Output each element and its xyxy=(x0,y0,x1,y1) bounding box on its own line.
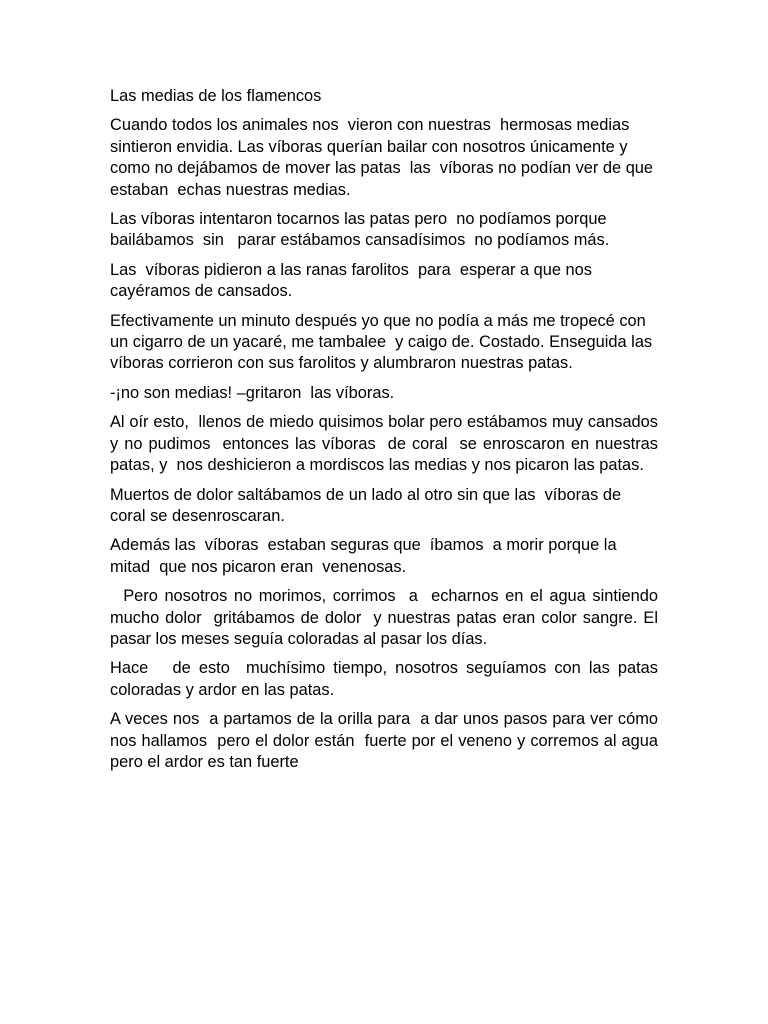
paragraph: A veces nos a partamos de la orilla para a dar unos pasos para ver cómo nos hallamos pero el dolor están fuerte por el veneno y corremos al agua pero el ardor es tan fuerte xyxy=(110,710,668,771)
paragraph: Efectivamente un minuto después yo que no podía a más me tropecé con un cigarro de un yacaré, me tambalee y caigo de. Costado. Enseguida las víboras corrieron con sus farolitos y alumbraron nuestras patas. xyxy=(110,311,662,373)
document-body xyxy=(110,115,668,773)
paragraph: Al oír esto, llenos de miedo quisimos bolar pero estábamos muy cansados y no pudimos entonces las víboras de coral se enroscaron en nuestras patas, y nos deshicieron a mordiscos las medias y nos picaron las patas. xyxy=(110,413,663,475)
paragraph: Pero nosotros no morimos, corrimos a echarnos en el agua sintiendo mucho dolor gritábamos de dolor y nuestras patas eran color sangre. El pasar los meses seguía coloradas al pasar los días. xyxy=(110,587,663,648)
paragraph: Muertos de dolor saltábamos de un lado al otro sin que las víboras de coral se desenroscaran. xyxy=(110,485,626,525)
document-title: Las medias de los flamencos xyxy=(110,87,322,105)
paragraph: Además las víboras estaban seguras que íbamos a morir porque la mitad que nos picaron eran venenosas. xyxy=(110,536,622,576)
paragraph: Las víboras intentaron tocarnos las patas pero no podíamos porque bailábamos sin parar estábamos cansadísimos no podíamos más. xyxy=(110,210,612,250)
paragraph: Hace de esto muchísimo tiempo, nosotros seguíamos con las patas coloradas y ardor en las patas. xyxy=(110,659,668,699)
paragraph: -¡no son medias! –gritaron las víboras. xyxy=(110,383,395,402)
paragraph: Cuando todos los animales nos vieron con nuestras hermosas medias sintieron envidia. Las víboras querían bailar con nosotros únicamente y como no dejábamos de mover las patas las víboras no podían ver de que estaban echas nuestras medias. xyxy=(110,116,658,199)
document-page xyxy=(110,86,668,781)
paragraph: Las víboras pidieron a las ranas farolitos para esperar a que nos cayéramos de cansados. xyxy=(110,260,597,301)
